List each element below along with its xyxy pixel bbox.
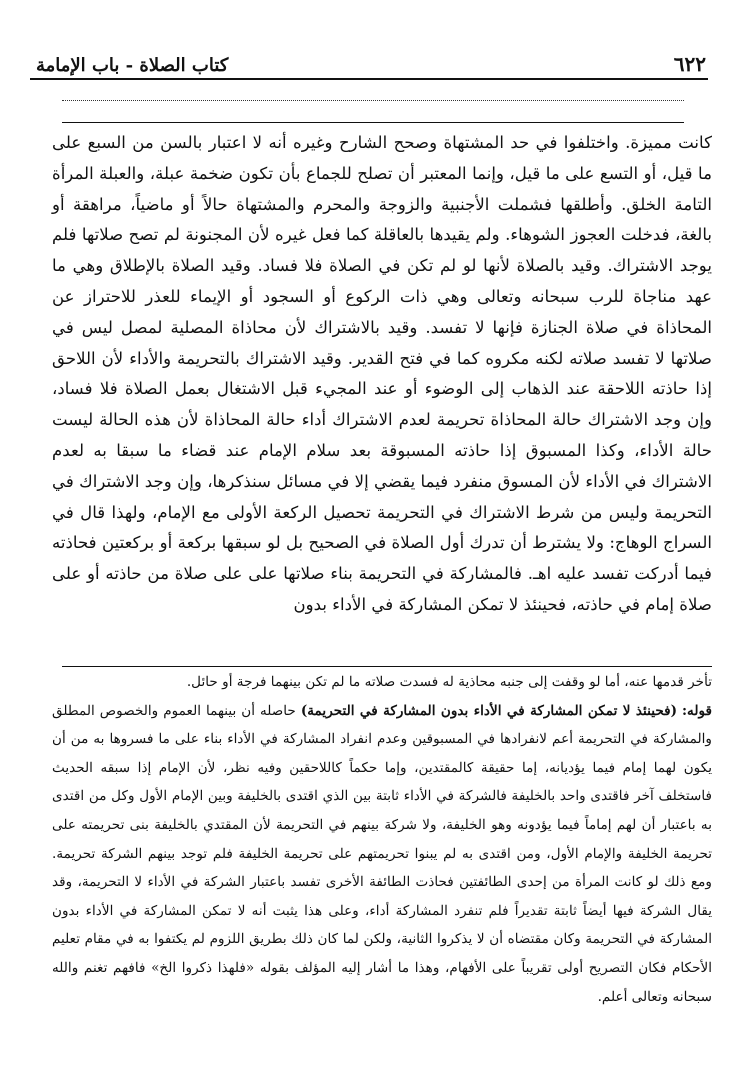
page-header [36,40,706,76]
footnote-commentary [52,697,712,1012]
main-text [52,128,712,621]
footnote-rule [62,666,712,667]
footnote-quote: (فحينئذ لا تمكن المشاركة في الأداء بدون المشاركة في التحريمة) [300,702,678,719]
footnote-lead: تأخر قدمها عنه، أما لو وقفت إلى جنبه محاذية له فسدت صلاته ما لم تكن بينهما فرجة أو حائل. [186,674,712,690]
footnote-body: حاصله أن بينهما العموم والخصوص المطلق والمشاركة في التحريمة أعم لانفرادها في المسبوقين وعدم انفراد المشاركة في الأداء بناء على ما فسروها به من أن يكون لهما إمام فيما يؤديانه، إما حقيقة كالمقتدين، وإما حكماً كاللاحقين وفيه نظر، لأن الإمام إذا سبقه الحديث فاستخلف آخر فاقتدى واحد بالخليفة فالشركة في الأداء ثابتة بين الذي اقتدى بالخليفة وبين الإمام الأول وكل من اقتدى به باعتبار أن لهم إماماً فيما يؤدونه وهو الخليفة، ولا شركة بينهم في التحريمة لأن المقتدي بالخليفة بنى تحريمته على تحريمة الخليفة والإمام الأول، ومن اقتدى به لم يبنوا تحريمتهم على تحريمة الخليفة فلم توجد بينهم الشركة تحريمة. ومع ذلك لو كانت المرأة من إحدى الطائفتين فحاذت الطائفة الأخرى تفسد باعتبار الشركة في الأداء لا التحريمة، وقد يقال الشركة فيها أيضاً ثابتة تقديراً فلم تنفرد المشاركة أداء، وعلى هذا يثبت أنه لا تمكن المشاركة في الأداء بدون المشاركة في التحريمة وكان مقتضاه أن لا يذكروا الثانية، ولكن لما كان ذلك بطريق اللزوم لم يكتفوا به في مقام تعليم الأحكام فكان التصريح أولى تقريباً على الأفهام، وهذا ما أشار إليه المؤلف بقوله «فلهذا ذكروا الخ» فافهم تغنم والله سبحانه وتعالى أعلم. [52,702,712,1005]
footnote-label: قوله: [682,702,712,719]
dotted-separator [62,100,684,101]
running-title: كتاب الصلاة - باب الإمامة [36,55,229,76]
main-paragraph: كانت مميزة. واختلفوا في حد المشتهاة وصحح الشارح وغيره أنه لا اعتبار بالسن من السبع على ما قيل، أو التسع على ما قيل، وإنما المعتبر أن تصلح للجماع بأن تكون ضخمة عبلة، والعبلة المرأة التامة الخلق. وأطلقها فشملت الأجنبية والزوجة والمحرم والمشتهاة حالاً أو ماضياً، مراهقة أو بالغة، فدخلت العجوز الشوهاء. ولم يقيدها بالعاقلة كما فعل غيره لأن المجنونة لم تصح صلاتها فلم يوجد الاشتراك. وقيد بالصلاة لأنها لو لم تكن في الصلاة فلا فساد. وقيد الصلاة بالإطلاق وهي ما عهد مناجاة للرب سبحانه وتعالى وهي ذات الركوع أو السجود أو الإيماء للعذر للاحتراز عن المحاذاة في صلاة الجنازة فإنها لا تفسد. وقيد بالاشتراك لأن محاذاة المصلية لمصل ليس في صلاتها لا تفسد صلاته لكنه مكروه كما في فتح القدير. وقيد الاشتراك بالتحريمة والأداء لأن اللاحق إذا حاذته اللاحقة عند الذهاب إلى الوضوء أو عند المجيء قبل الاشتغال بعمل الصلاة فلا فساد، وإن وجد الاشتراك حالة المحاذاة تحريمة لعدم الاشتراك أداء حالة المحاذاة لأن هذه الحالة ليست حالة الأداء، وكذا المسبوق إذا حاذته المسبوقة بعد سلام الإمام عند قضاء ما سبقا به لعدم الاشتراك في الأداء لأن المسوق منفرد فيما يقضي إلا في مسائل سنذكرها، وإن وجد الاشتراك في التحريمة وليس من شرط الاشتراك في التحريمة تحصيل الركعة الأولى مع الإمام، ولهذا قال في السراج الوهاج: ولا يشترط أن تدرك أول الصلاة في الصحيح بل لو سبقها بركعة أو بركعتين فحاذته فيما أدركت تفسد عليه اهـ. فالمشاركة في التحريمة بناء صلاتها على على صلاة من حاذته أو على صلاة إمام في حاذته، فحينئذ لا تمكن المشاركة في الأداء بدون [52,133,712,614]
header-rule [30,78,708,80]
footnote-section [52,668,712,1011]
page-number: ٦٢٢ [673,52,706,76]
main-text-rule [62,122,684,123]
